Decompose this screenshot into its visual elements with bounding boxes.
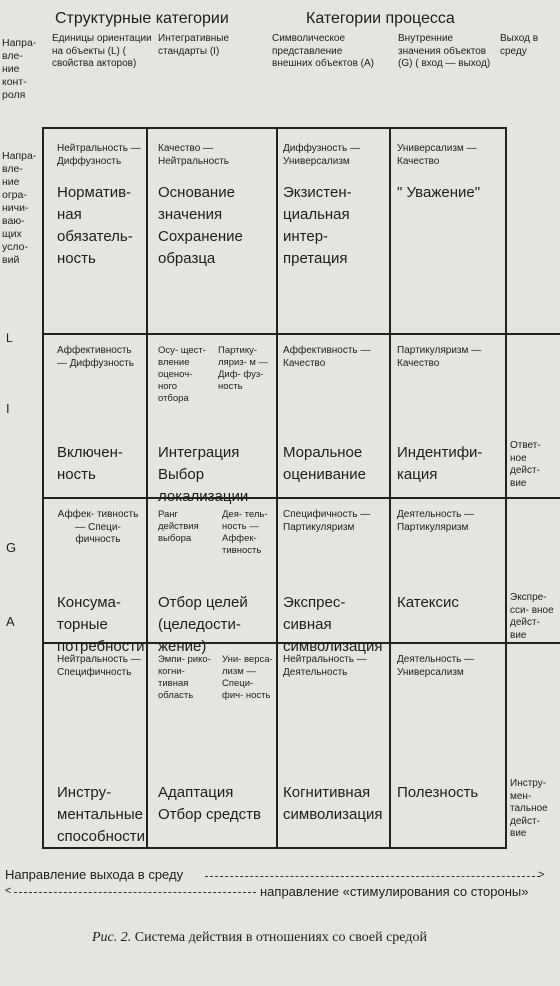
row4-c2-small-b: Уни- верса- лизм — Специ- фич- ность — [222, 654, 273, 701]
row3-c2-big: Отбор целей (целедости- жение) — [158, 594, 248, 655]
exit-direction-dashline — [205, 876, 540, 877]
row3-c4-small: Деятельность — Партикуляризм — [397, 509, 475, 533]
grid-col-line — [146, 127, 148, 849]
exit-row-line — [505, 497, 560, 499]
process-categories-header: Категории процесса — [306, 10, 455, 27]
exit-row-line — [505, 642, 560, 644]
row3-c3-big: Экспрес- сивная символизация — [283, 594, 383, 655]
row1-c2-small: Качество — Нейтральность — [158, 143, 229, 167]
internal-header: Внутренние значения объектов (G) ( вход — выход) — [398, 33, 491, 69]
row1-c1-big: Норматив- ная обязатель- ность — [57, 184, 133, 267]
row3-c2-small-a: Ранг действия выбора — [158, 509, 199, 544]
exit-row-line — [505, 333, 560, 335]
row1-c1-small: Нейтральность — Диффузность — [57, 143, 141, 167]
label-L: L — [6, 331, 13, 345]
grid-col-line — [389, 127, 391, 849]
row1-c4-small: Универсализм — Качество — [397, 143, 477, 167]
arrow-left-icon: < — [5, 885, 12, 897]
row4-c4-small: Деятельность — Универсализм — [397, 654, 475, 678]
row4-c3-small: Нейтральность — Деятельность — [283, 654, 367, 678]
row3-c1-big: Консума- торные потребности — [57, 594, 145, 655]
row1-c2-big: Основание значения Сохранение образца — [158, 184, 243, 267]
grid-col-line — [276, 127, 278, 849]
label-I: I — [6, 401, 10, 416]
row2-c2-small-b: Партику- ляриз- м — Диф- фуз- ность — [218, 345, 269, 392]
direction-control-label: Напра- вле- ние конт- роля — [2, 37, 37, 101]
stimulation-label: направление «стимулирования со стороны» — [260, 884, 529, 899]
row2-c4-small: Партикуляризм — Качество — [397, 345, 482, 369]
exit-direction-label: Направление выхода в среду — [5, 867, 184, 882]
stimulation-dashline — [14, 892, 256, 893]
row4-c4-big: Полезность — [397, 784, 479, 801]
direction-limiting-label: Напра- вле- ние огра- ничи- ваю- щих усло- вий — [2, 150, 37, 266]
figure-caption — [92, 930, 427, 946]
row4-c2-small-a: Эмпи- рико- когни- тивная область — [158, 654, 211, 701]
row3-exit: Экспре- сси- вное дейст- вие — [510, 592, 554, 641]
row2-c2-big: Интеграция Выбор локализации — [158, 444, 249, 505]
label-A: A — [6, 614, 15, 629]
row2-c3-small: Аффективность — Качество — [283, 345, 371, 369]
grid-row-line — [42, 497, 507, 499]
grid-row-line — [42, 333, 507, 335]
row2-exit: Ответ- ное дейст- вие — [510, 440, 541, 489]
row4-c2-big: Адаптация Отбор средств — [158, 784, 261, 823]
figure-caption-text: Система действия в отношениях со своей средой — [134, 930, 427, 945]
row3-c2-small-b: Дея- тель- ность — Аффек- тивность — [222, 509, 268, 556]
row4-c1-small: Нейтральность — Специфичность — [57, 654, 141, 678]
row3-c3-small: Специфичность — Партикуляризм — [283, 509, 371, 533]
structural-categories-header: Структурные категории — [55, 10, 229, 27]
row3-c4-big: Катексис — [397, 594, 459, 611]
row1-c3-big: Экзистен- циальная интер- претация — [283, 184, 352, 267]
exit-header: Выход в среду — [500, 33, 539, 57]
row2-c2-small-a: Осу- щест- вление оценоч- ного отбора — [158, 345, 206, 404]
row1-c4-big: " Уважение" — [397, 184, 481, 201]
row4-exit: Инстру- мен- тальное дейст- вие — [510, 778, 548, 839]
integrative-header: Интегративные стандарты (I) — [158, 33, 230, 57]
symbolic-header: Символическое представление внешних объектов (A) — [272, 33, 375, 69]
units-header: Единицы ориентации на объекты (L) ( свойства акторов) — [52, 33, 152, 69]
row2-c1-small: Аффективность — Диффузность — [57, 345, 134, 369]
row4-c1-big: Инстру- ментальные способности — [57, 784, 145, 845]
row2-c1-big: Включен- ность — [57, 444, 123, 483]
figure-caption-label: Рис. 2. — [92, 930, 132, 945]
label-G: G — [6, 540, 17, 555]
row4-c3-big: Когнитивная символизация — [283, 784, 383, 823]
row2-c4-big: Индентифи- кация — [397, 444, 483, 483]
row3-c1-small: Аффек- тивность — Специ- фичность — [57, 509, 139, 545]
row2-c3-big: Моральное оценивание — [283, 444, 366, 483]
arrow-right-icon: > — [538, 869, 545, 881]
row1-c3-small: Диффузность — Универсализм — [283, 143, 360, 167]
